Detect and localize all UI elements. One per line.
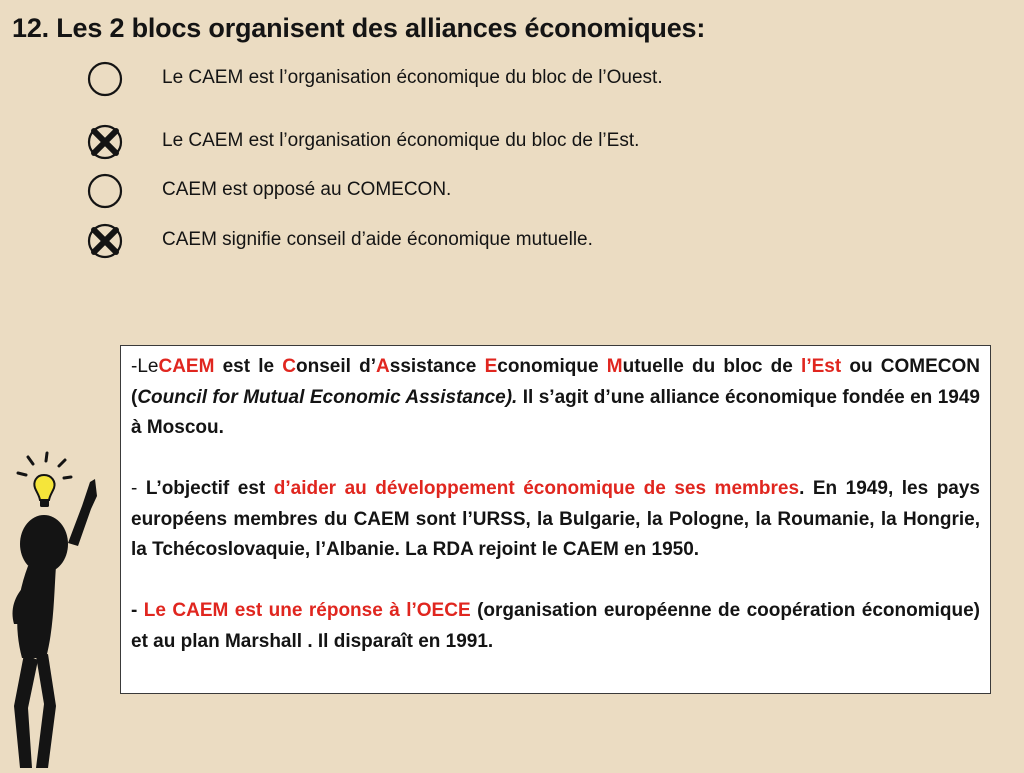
p1-letter-a: A [376,356,390,377]
answer-explanation-box [120,345,991,694]
answer-options [0,0,1024,300]
p2-dash: - [131,478,146,499]
slide-title: 12. Les 2 blocs organisent des alliances économiques: [12,13,706,43]
empty-circle-icon[interactable] [84,170,126,212]
crossed-circle-icon[interactable] [84,220,126,262]
option-1[interactable] [84,58,844,100]
p2-lead: L’objectif est [145,478,274,499]
option-1-text: Le CAEM est l’organisation économique du bloc de l’Ouest. [162,67,663,88]
crossed-circle-icon[interactable] [84,121,126,163]
p1-dash-le: -Le [131,356,159,377]
p1-caem: CAEM [158,356,215,377]
p2-goal: d’aider au développement économique de ses membres [273,478,800,499]
p1-est: l’Est [801,356,842,377]
p1-ou-comecon: ou COMECON ( [131,356,980,408]
p1-ssistance: ssistance [389,356,485,377]
p1-letter-m: M [606,356,623,377]
p1-letter-e: E [484,356,498,377]
option-2[interactable] [84,121,844,163]
explanation-paragraph-2 [131,474,980,566]
p3-highlight: Le CAEM est une réponse à l’OECE [143,600,471,621]
thinking-person-lightbulb-icon [0,448,118,768]
p3-dash: - [131,600,144,621]
p1-est-le: est le [214,356,283,377]
option-4-text: CAEM signifie conseil d’aide économique mutuelle. [162,229,593,250]
p1-english-name: Council for Mutual Economic Assistance). [137,386,518,408]
option-2-text: Le CAEM est l’organisation économique du bloc de l’Est. [162,130,640,151]
explanation-paragraph-1 [131,352,980,444]
option-3-text: CAEM est opposé au COMECON. [162,179,452,200]
explanation-paragraph-3 [131,596,980,657]
p1-onseil: onseil d’ [296,356,377,377]
p2-rest: . En 1949, les pays européens membres du CAEM sont l’URSS, la Bulgarie, la Pologne, la Roumanie, la Hongrie, la Tchécoslovaquie, l’Albanie. La RDA rejoint le CAEM en 1950. [131,478,980,560]
option-3[interactable] [84,170,844,212]
empty-circle-icon[interactable] [84,58,126,100]
p1-rest: Il s’agit d’une alliance économique fondée en 1949 à Moscou. [131,386,980,438]
p1-utuelle: utuelle du bloc de [622,356,802,377]
p1-letter-c: C [282,356,297,377]
option-4[interactable] [84,220,844,262]
p1-conomique: conomique [497,356,607,377]
p3-rest: (organisation européenne de coopération économique) et au plan Marshall . Il disparaît en 1991. [131,600,980,652]
